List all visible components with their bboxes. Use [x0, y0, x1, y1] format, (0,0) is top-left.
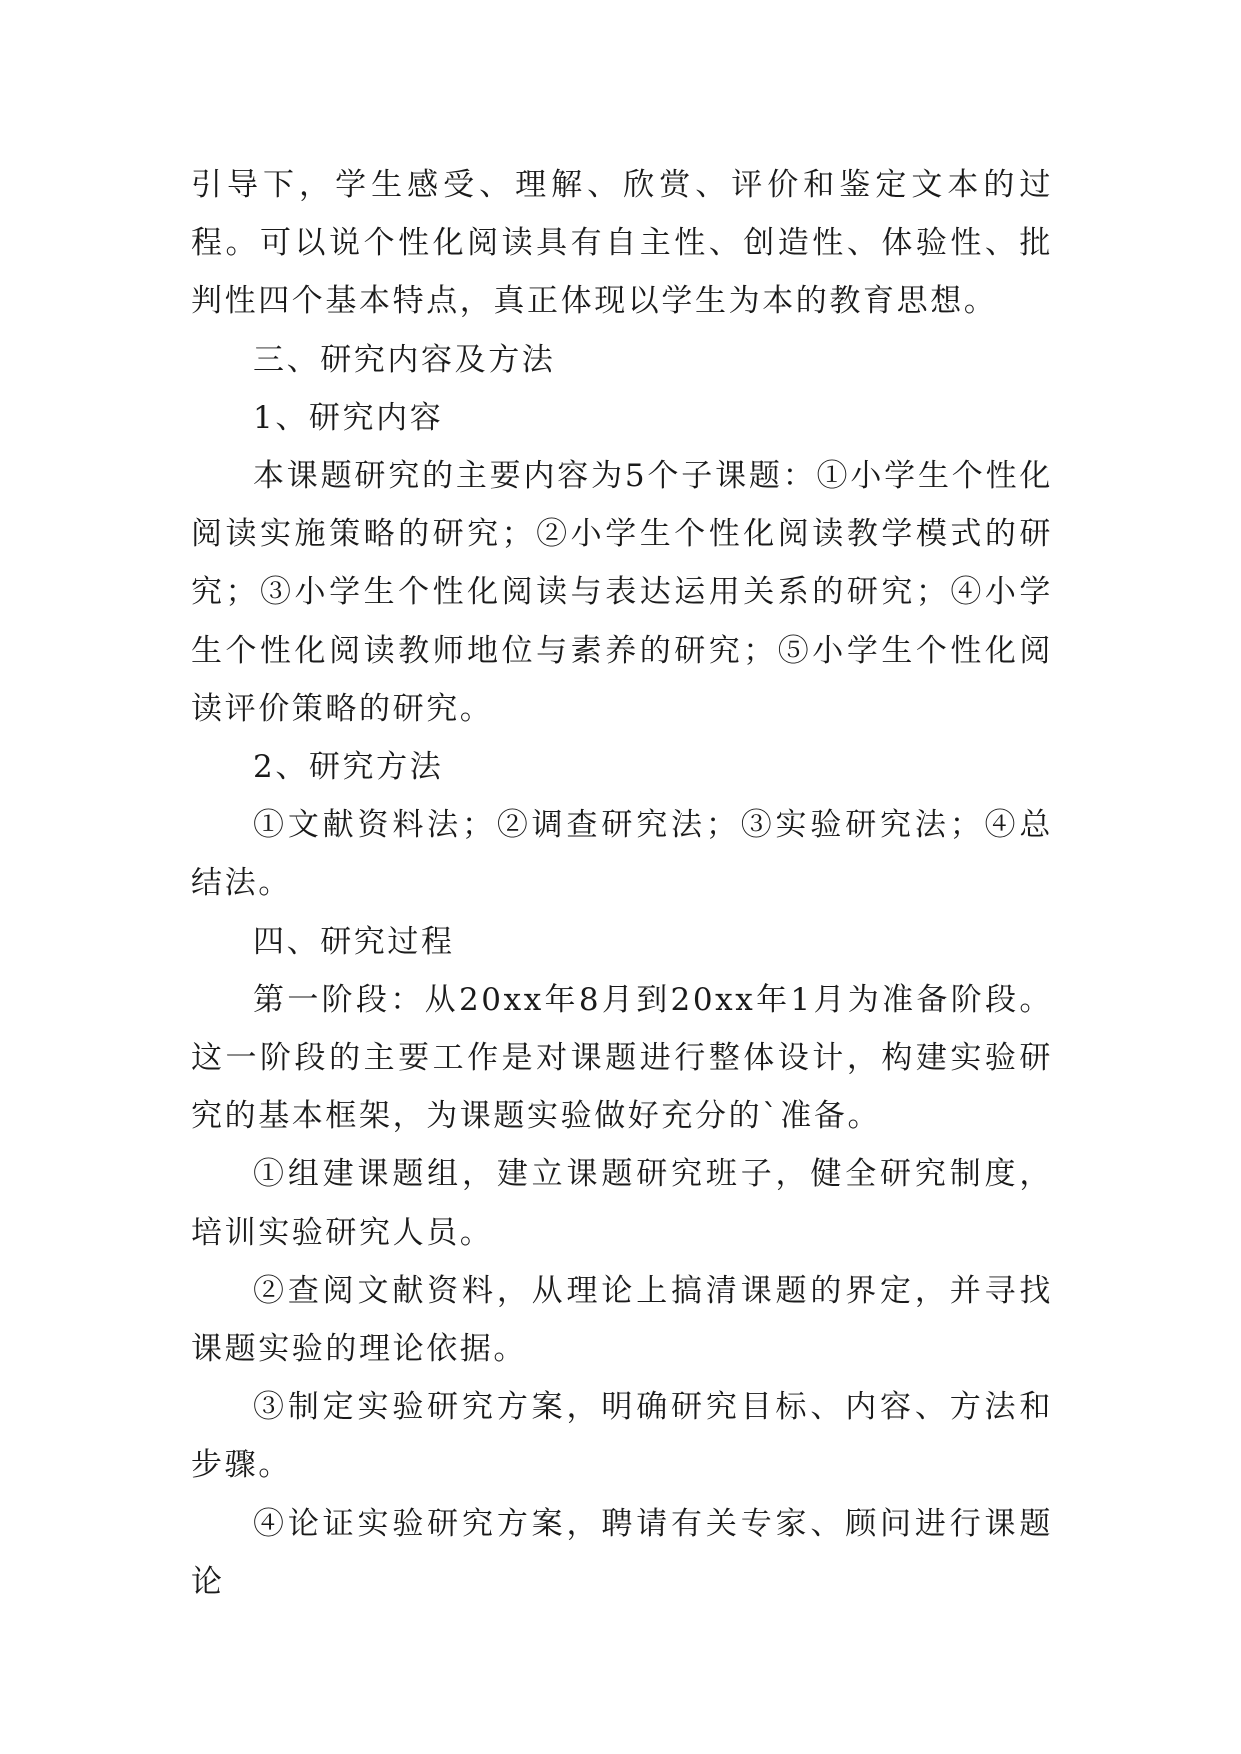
paragraph-step-2: ②查阅文献资料，从理论上搞清课题的界定，并寻找课题实验的理论依据。: [191, 1272, 1053, 1368]
paragraph-step-4: ④论证实验研究方案，聘请有关专家、顾问进行课题论: [191, 1505, 1053, 1600]
paragraph-continuation: 引导下，学生感受、理解、欣赏、评价和鉴定文本的过程。可以说个性化阅读具有自主性、创造性、体验性、批判性四个基本特点，真正体现以学生为本的教育思想。: [191, 167, 1053, 320]
subheading-research-methods: 2、研究方法: [253, 749, 444, 786]
paragraph-research-content: 本课题研究的主要内容为5个子课题：①小学生个性化阅读实施策略的研究；②小学生个性化阅读教学模式的研究；③小学生个性化阅读与表达运用关系的研究；④小学生个性化阅读教师地位与素养的研究；⑤小学生个性化阅读评价策略的研究。: [191, 458, 1053, 727]
subheading-research-content: 1、研究内容: [253, 399, 444, 436]
paragraph-stage-one: 第一阶段：从20xx年8月到20xx年1月为准备阶段。这一阶段的主要工作是对课题进行整体设计，构建实验研究的基本框架，为课题实验做好充分的`准备。: [191, 981, 1053, 1135]
paragraph-step-1: ①组建课题组，建立课题研究班子，健全研究制度，培训实验研究人员。: [191, 1156, 1053, 1251]
section-heading-research-content-methods: 三、研究内容及方法: [253, 341, 556, 378]
section-heading-research-process: 四、研究过程: [253, 923, 455, 960]
paragraph-step-3: ③制定实验研究方案，明确研究目标、内容、方法和步骤。: [191, 1389, 1053, 1484]
document-body: [191, 156, 1053, 1611]
paragraph-research-methods: ①文献资料法；②调查研究法；③实验研究法；④总结法。: [191, 807, 1053, 902]
